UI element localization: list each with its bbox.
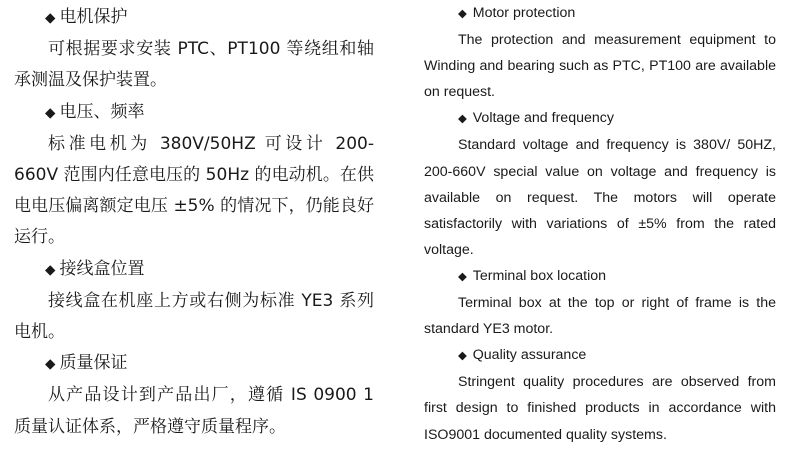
section-heading: ◆ Terminal box location	[458, 267, 607, 284]
section-heading: ◆ 质量保证	[45, 353, 128, 374]
section-body: Terminal box at the top or right of frame is the standard YE3 motor.	[424, 295, 776, 338]
section-voltage-frequency-zh	[14, 97, 374, 254]
section-voltage-frequency-en	[424, 105, 776, 263]
chinese-column	[14, 0, 374, 443]
section-motor-protection-en	[424, 0, 776, 105]
section-heading: ◆ Voltage and frequency	[458, 110, 614, 127]
section-body: 接线盒在机座上方或右侧为标准 YE3 系列电机。	[14, 290, 374, 343]
section-body: 从产品设计到产品出厂，遵循 IS 0900 1 质量认证体系，严格遵守质量程序。	[14, 385, 374, 437]
section-body: Standard voltage and frequency is 380V/ 50HZ, 200-660V special value on voltage and frequency is available on request. The motors will operate satisfactorily with variations of ±5% from the rated voltage.	[424, 137, 776, 258]
diamond-bullet-icon: ◆	[458, 113, 467, 126]
section-heading: ◆ 电机保护	[45, 7, 128, 27]
section-motor-protection-zh	[14, 2, 374, 97]
diamond-bullet-icon: ◆	[45, 261, 56, 278]
diamond-bullet-icon: ◆	[458, 8, 467, 20]
section-heading: ◆ 接线盒位置	[45, 258, 145, 279]
section-body: 可根据要求安装 PTC、PT100 等绕组和轴承测温及保护装置。	[14, 39, 374, 91]
section-body: 标准电机为 380V/50HZ 可设计 200-660V 范围内任意电压的 50Hz 的电动机。在供电电压偏离额定电压 ±5% 的情况下，仍能良好运行。	[14, 133, 374, 248]
diamond-bullet-icon: ◆	[458, 270, 467, 283]
section-quality-en	[424, 342, 776, 447]
section-body: Stringent quality procedures are observed from first design to finished products in accordance with ISO9001 documented quality systems.	[424, 374, 776, 443]
english-column	[424, 0, 776, 448]
section-terminal-box-en	[424, 263, 776, 342]
section-quality-zh	[14, 348, 374, 443]
section-terminal-box-zh	[14, 254, 374, 349]
section-body: The protection and measurement equipment to Winding and bearing such as PTC, PT100 are available on request.	[424, 32, 776, 101]
diamond-bullet-icon: ◆	[45, 104, 56, 121]
diamond-bullet-icon: ◆	[45, 10, 56, 26]
section-heading: ◆ Motor protection	[458, 5, 576, 21]
diamond-bullet-icon: ◆	[458, 350, 467, 363]
diamond-bullet-icon: ◆	[45, 356, 56, 373]
section-heading: ◆ Quality assurance	[458, 347, 587, 364]
section-heading: ◆ 电压、频率	[45, 101, 145, 122]
